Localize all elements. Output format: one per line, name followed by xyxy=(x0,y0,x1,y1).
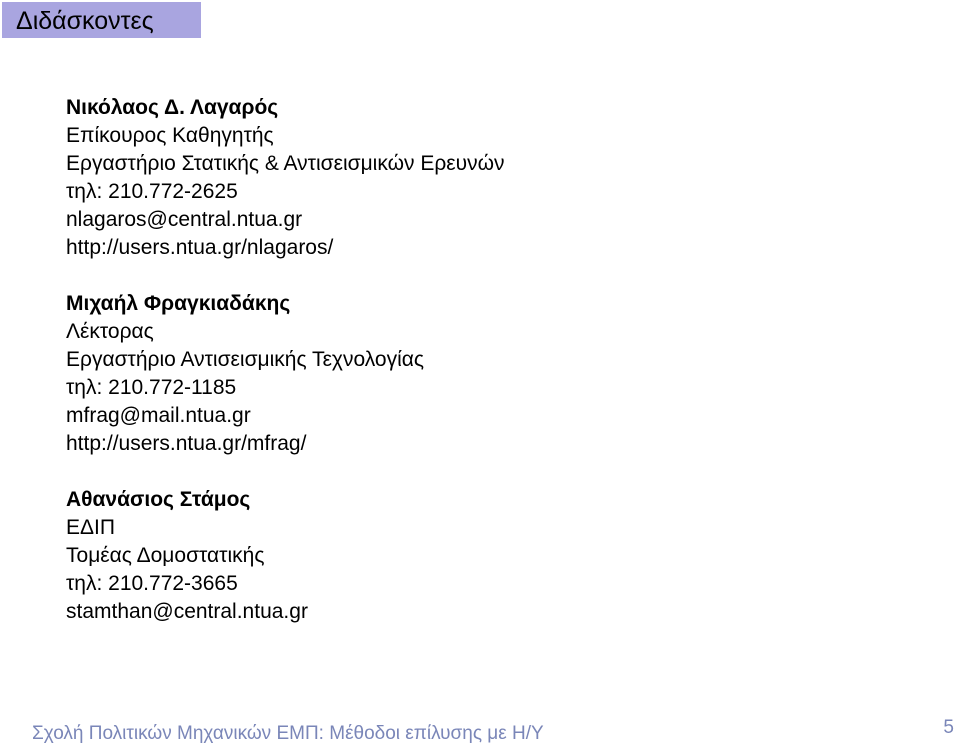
instructor-name: Αθανάσιος Στάμος xyxy=(66,488,251,511)
page-number: 5 xyxy=(943,717,954,738)
instructor-name: Νικόλαος Δ. Λαγαρός xyxy=(66,96,279,119)
instructor-position: ΕΔΙΠ xyxy=(66,516,116,539)
instructors-list xyxy=(66,94,926,626)
instructor-email: mfrag@mail.ntua.gr xyxy=(66,404,251,427)
instructor-phone: τηλ: 210.772-3665 xyxy=(66,572,238,595)
instructor-lagaros xyxy=(66,94,926,262)
instructor-lab: Εργαστήριο Αντισεισμικής Τεχνολογίας xyxy=(66,348,425,371)
instructor-name: Μιχαήλ Φραγκιαδάκης xyxy=(66,292,291,315)
instructor-lab: Τομέας Δομοστατικής xyxy=(66,544,265,567)
slide-footer: Σχολή Πολιτικών Μηχανικών ΕΜΠ: Μέθοδοι επίλυσης με Η/Υ xyxy=(32,723,544,744)
instructor-stamos xyxy=(66,486,926,626)
instructor-phone: τηλ: 210.772-1185 xyxy=(66,376,237,399)
instructor-email: stamthan@central.ntua.gr xyxy=(66,600,308,623)
instructor-position: Επίκουρος Καθηγητής xyxy=(66,124,274,147)
instructor-email: nlagaros@central.ntua.gr xyxy=(66,208,303,231)
instructor-phone: τηλ: 210.772-2625 xyxy=(66,180,238,203)
instructor-url: http://users.ntua.gr/mfrag/ xyxy=(66,432,307,455)
instructor-lab: Εργαστήριο Στατικής & Αντισεισμικών Ερευνών xyxy=(66,152,505,175)
instructor-url: http://users.ntua.gr/nlagaros/ xyxy=(66,236,334,259)
instructor-fragiadakis xyxy=(66,290,926,458)
slide-title: Διδάσκοντες xyxy=(2,2,201,38)
instructor-position: Λέκτορας xyxy=(66,320,154,343)
